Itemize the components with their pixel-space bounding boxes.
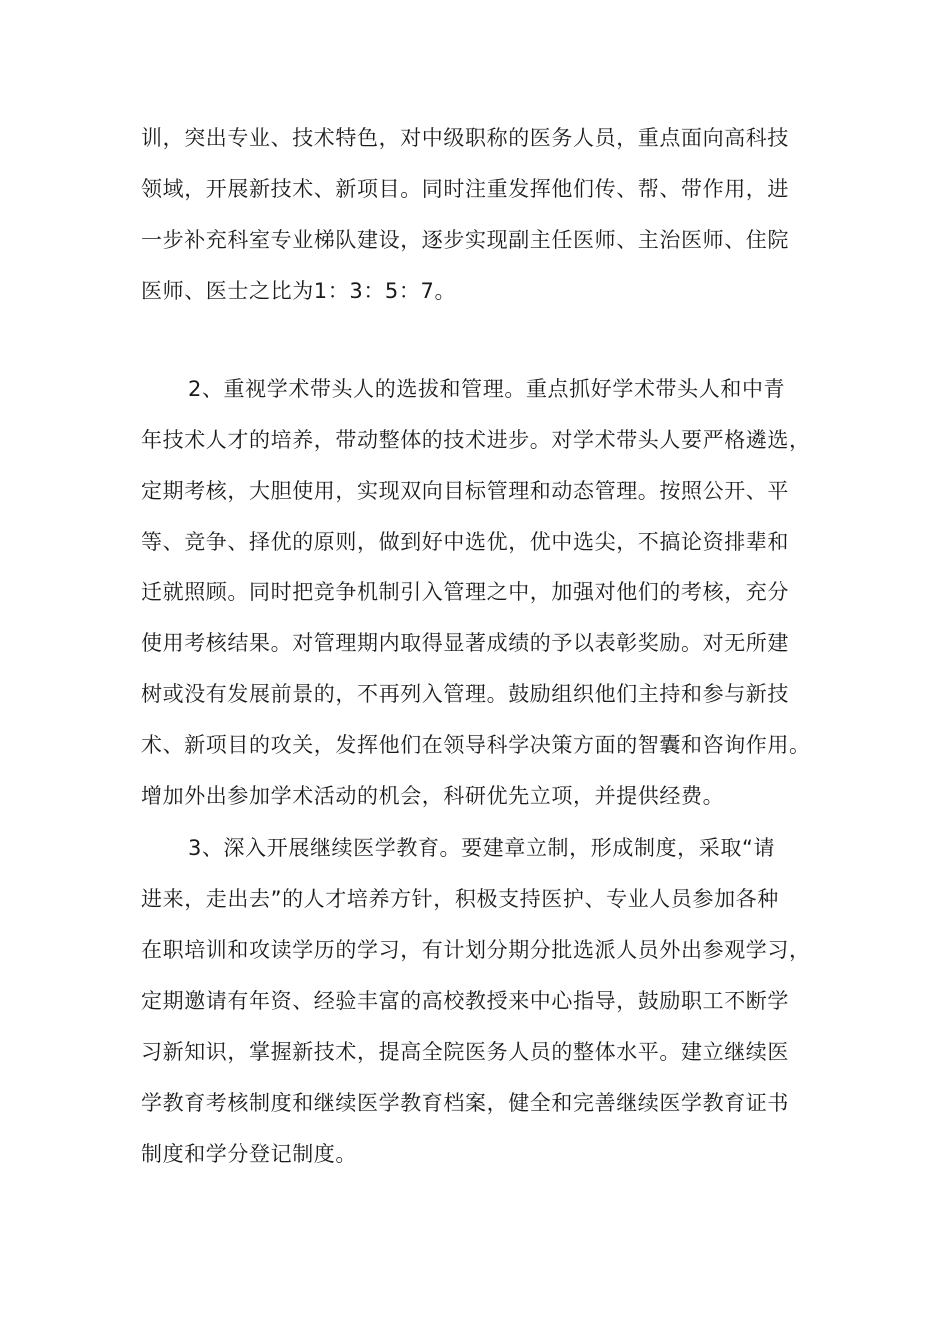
text-line: 定期考核，大胆使用，实现双向目标管理和动态管理。按照公开、平	[141, 479, 789, 503]
text-line: 定期邀请有年资、经验丰富的高校教授来中心指导，鼓励职工不断学	[141, 989, 789, 1013]
paragraph-2-first-line: 2、重视学术带头人的选拔和管理。重点抓好学术带头人和中青	[188, 377, 786, 401]
text-line: 一步补充科室专业梯队建设，逐步实现副主任医师、主治医师、住院	[141, 228, 789, 252]
text-line: 在职培训和攻读学历的学习，有计划分期分批选派人员外出参观学习，	[141, 938, 811, 962]
text-line: 迁就照顾。同时把竞争机制引入管理之中，加强对他们的考核，充分	[141, 580, 789, 604]
text-line: 术、新项目的攻关，发挥他们在领导科学决策方面的智囊和咨询作用。	[141, 733, 811, 757]
text-line: 医师、医士之比为1：3：5：7。	[141, 279, 457, 303]
text-line: 使用考核结果。对管理期内取得显著成绩的予以表彰奖励。对无所建	[141, 631, 789, 655]
text-line: 增加外出参加学术活动的机会，科研优先立项，并提供经费。	[141, 784, 725, 808]
text-line: 学教育考核制度和继续医学教育档案，健全和完善继续医学教育证书	[141, 1091, 789, 1115]
text-line: 习新知识，掌握新技术，提高全院医务人员的整体水平。建立继续医	[141, 1040, 789, 1064]
text-line: 等、竞争、择优的原则，做到好中选优，优中选尖，不搞论资排辈和	[141, 530, 789, 554]
text-line: 制度和学分登记制度。	[141, 1142, 357, 1166]
text-line: 进来，走出去”的人才培养方针，积极支持医护、专业人员参加各种	[141, 887, 779, 911]
text-line: 年技术人才的培养，带动整体的技术进步。对学术带头人要严格遴选，	[141, 428, 811, 452]
text-line: 领域，开展新技术、新项目。同时注重发挥他们传、帮、带作用，进	[141, 177, 789, 201]
paragraph-3-first-line: 3、深入开展继续医学教育。要建章立制，形成制度，采取“请	[188, 836, 776, 860]
text-line: 树或没有发展前景的，不再列入管理。鼓励组织他们主持和参与新技	[141, 682, 789, 706]
text-line: 训，突出专业、技术特色，对中级职称的医务人员，重点面向高科技	[141, 126, 789, 150]
